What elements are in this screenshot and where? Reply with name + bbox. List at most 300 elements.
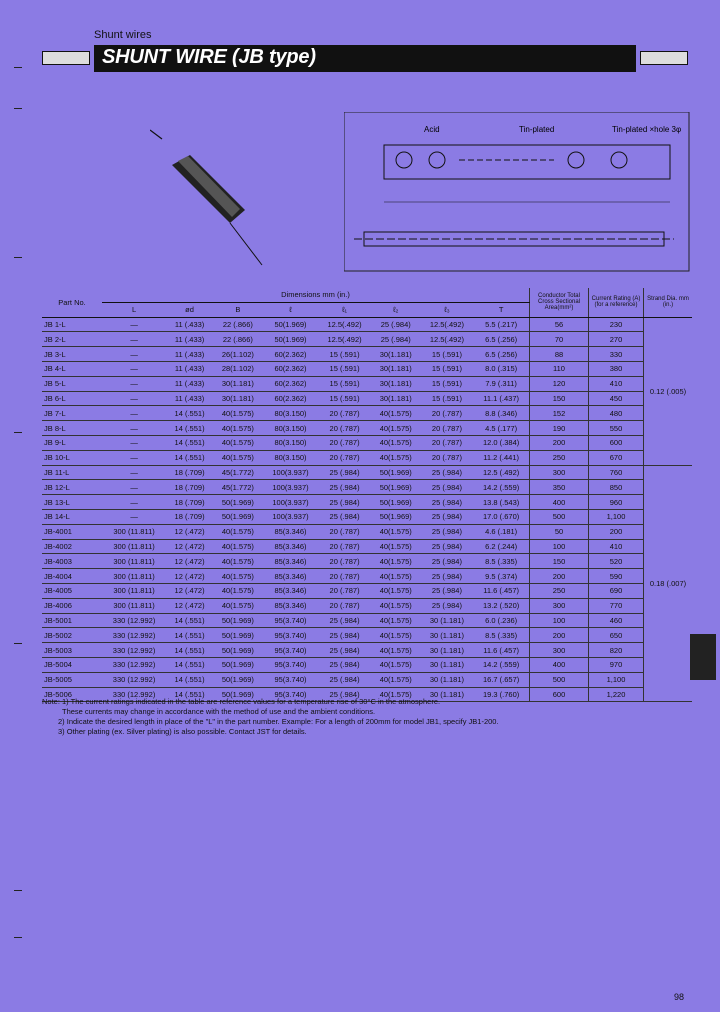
table-cell: 300 <box>530 643 589 658</box>
table-row <box>42 450 692 465</box>
table-cell: 40(1.575) <box>213 554 263 569</box>
table-cell: 14 (.551) <box>166 421 213 436</box>
table-cell: 18 (.709) <box>166 480 213 495</box>
table-cell: 15 (.591) <box>421 376 474 391</box>
table-cell: JB 8-L <box>42 421 102 436</box>
table-cell: 8.8 (.346) <box>473 406 529 421</box>
table-cell: 30 (1.181) <box>421 628 474 643</box>
table-cell: 8.5 (.335) <box>473 628 529 643</box>
table-cell: — <box>102 450 166 465</box>
table-cell: 25 (.984) <box>318 613 371 628</box>
table-cell: 19.3 (.760) <box>473 687 529 702</box>
shunt-wire-illustration <box>150 125 270 270</box>
table-cell: 690 <box>589 583 644 598</box>
margin-mark <box>14 890 22 891</box>
table-cell: 50(1.969) <box>213 687 263 702</box>
table-cell: 95(3.740) <box>263 657 319 672</box>
table-cell: 40(1.575) <box>371 554 421 569</box>
table-cell: 50(1.969) <box>263 332 319 347</box>
table-cell: 270 <box>589 332 644 347</box>
table-cell: 970 <box>589 657 644 672</box>
table-cell: 40(1.575) <box>371 657 421 672</box>
table-cell: 56 <box>530 317 589 332</box>
dimension-column-header: L <box>102 302 166 317</box>
tin-plated-label: Tin-plated <box>519 125 555 134</box>
header-area: Conductor Total Cross Sectional Area(mm²) <box>530 288 589 317</box>
table-cell: 670 <box>589 450 644 465</box>
table-cell: 11.2 (.441) <box>473 450 529 465</box>
acid-label: Acid <box>424 125 440 134</box>
table-cell: 13.2 (.520) <box>473 598 529 613</box>
table-cell: 40(1.575) <box>371 598 421 613</box>
table-cell: 330 (12.992) <box>102 613 166 628</box>
table-cell: 80(3.150) <box>263 406 319 421</box>
table-cell: 4.6 (.181) <box>473 524 529 539</box>
table-cell: 25 (.984) <box>421 480 474 495</box>
table-cell: 18 (.709) <box>166 495 213 510</box>
table-row <box>42 347 692 362</box>
table-cell: 40(1.575) <box>371 435 421 450</box>
table-cell: 50(1.969) <box>371 509 421 524</box>
table-cell: 450 <box>589 391 644 406</box>
table-cell: — <box>102 391 166 406</box>
table-cell: 40(1.575) <box>213 583 263 598</box>
dimension-column-header: ℓ₃ <box>421 302 474 317</box>
table-cell: 20 (.787) <box>318 569 371 584</box>
table-cell: 200 <box>530 628 589 643</box>
table-cell: 50 <box>530 524 589 539</box>
dimension-column-header: B <box>213 302 263 317</box>
table-cell: JB-5003 <box>42 643 102 658</box>
table-cell: 30(1.181) <box>371 347 421 362</box>
table-cell: 14 (.551) <box>166 628 213 643</box>
table-cell: 40(1.575) <box>371 672 421 687</box>
table-cell: JB 9-L <box>42 435 102 450</box>
table-cell: 50(1.969) <box>213 643 263 658</box>
table-cell: 100(3.937) <box>263 480 319 495</box>
table-row <box>42 569 692 584</box>
table-cell: 50(1.969) <box>213 628 263 643</box>
table-cell: 14 (.551) <box>166 450 213 465</box>
table-cell: 25 (.984) <box>318 480 371 495</box>
table-cell: 25 (.984) <box>371 332 421 347</box>
table-cell: JB-5001 <box>42 613 102 628</box>
table-cell: JB 12-L <box>42 480 102 495</box>
table-cell: 460 <box>589 613 644 628</box>
table-cell: 25 (.984) <box>421 495 474 510</box>
table-cell: 300 (11.811) <box>102 569 166 584</box>
table-cell: 20 (.787) <box>318 598 371 613</box>
table-cell: 25 (.984) <box>318 509 371 524</box>
table-cell: 18 (.709) <box>166 509 213 524</box>
table-cell: 25 (.984) <box>421 465 474 480</box>
table-cell: 40(1.575) <box>213 450 263 465</box>
table-cell: 12 (.472) <box>166 539 213 554</box>
dimension-column-header: ℓ₁ <box>318 302 371 317</box>
table-cell: 14 (.551) <box>166 687 213 702</box>
table-cell: 1,100 <box>589 672 644 687</box>
table-cell: 11 (.433) <box>166 332 213 347</box>
table-cell: JB 4-L <box>42 361 102 376</box>
table-cell: 770 <box>589 598 644 613</box>
table-cell: JB-4004 <box>42 569 102 584</box>
table-cell: 15 (.591) <box>318 361 371 376</box>
table-cell: 40(1.575) <box>213 524 263 539</box>
technical-drawing <box>344 112 690 272</box>
header-rating: Current Rating (A) (for a reference) <box>589 288 644 317</box>
notes <box>42 697 499 737</box>
table-cell: 80(3.150) <box>263 435 319 450</box>
table-cell: 100(3.937) <box>263 509 319 524</box>
table-row <box>42 509 692 524</box>
table-cell: 20 (.787) <box>318 524 371 539</box>
table-cell: JB 5-L <box>42 376 102 391</box>
table-cell: 30(1.181) <box>213 391 263 406</box>
table-cell: — <box>102 435 166 450</box>
table-cell: 150 <box>530 391 589 406</box>
strand-diameter-cell: 0.18 (.007) <box>644 465 693 702</box>
table-cell: 20 (.787) <box>318 435 371 450</box>
table-cell: 12.5(.492) <box>421 332 474 347</box>
table-cell: 85(3.346) <box>263 583 319 598</box>
table-cell: — <box>102 332 166 347</box>
table-cell: 14 (.551) <box>166 613 213 628</box>
table-cell: 85(3.346) <box>263 569 319 584</box>
table-cell: 22 (.866) <box>213 332 263 347</box>
table-cell: 330 (12.992) <box>102 657 166 672</box>
table-cell: 40(1.575) <box>371 539 421 554</box>
table-cell: 60(2.362) <box>263 391 319 406</box>
table-cell: 14.2 (.559) <box>473 657 529 672</box>
table-cell: 40(1.575) <box>371 450 421 465</box>
table-cell: 95(3.740) <box>263 643 319 658</box>
table-cell: — <box>102 421 166 436</box>
note-line: 2) Indicate the desired length in place of the "L" in the part number. Example: For a length of 200mm for model JB1, specify JB1-200. <box>58 717 499 726</box>
table-cell: 40(1.575) <box>213 598 263 613</box>
table-cell: 5.5 (.217) <box>473 317 529 332</box>
table-cell: 15 (.591) <box>421 347 474 362</box>
table-cell: 6.5 (.256) <box>473 332 529 347</box>
margin-mark <box>14 432 22 433</box>
table-cell: — <box>102 376 166 391</box>
table-cell: 250 <box>530 583 589 598</box>
table-cell: 150 <box>530 554 589 569</box>
table-cell: 15 (.591) <box>318 391 371 406</box>
table-cell: — <box>102 495 166 510</box>
table-cell: 200 <box>589 524 644 539</box>
table-cell: JB-4006 <box>42 598 102 613</box>
table-cell: 300 (11.811) <box>102 539 166 554</box>
header-dimensions: Dimensions mm (in.) <box>102 288 530 302</box>
table-cell: 300 (11.811) <box>102 598 166 613</box>
table-cell: 40(1.575) <box>371 643 421 658</box>
table-cell: 80(3.150) <box>263 450 319 465</box>
table-cell: 190 <box>530 421 589 436</box>
table-cell: JB 14-L <box>42 509 102 524</box>
table-cell: 50(1.969) <box>371 465 421 480</box>
table-cell: 25 (.984) <box>421 569 474 584</box>
table-cell: 960 <box>589 495 644 510</box>
table-cell: 12.5(.492) <box>421 317 474 332</box>
hole-label: Tin-plated ×hole 3φ <box>612 125 682 134</box>
table-cell: 25 (.984) <box>421 554 474 569</box>
specifications-table <box>42 288 692 702</box>
table-cell: 12.0 (.384) <box>473 435 529 450</box>
table-cell: 20 (.787) <box>421 435 474 450</box>
table-cell: 50(1.969) <box>213 495 263 510</box>
table-cell: 380 <box>589 361 644 376</box>
table-cell: 20 (.787) <box>318 539 371 554</box>
table-cell: 350 <box>530 480 589 495</box>
table-cell: 480 <box>589 406 644 421</box>
table-cell: 15 (.591) <box>421 391 474 406</box>
table-cell: 40(1.575) <box>371 687 421 702</box>
table-cell: 8.0 (.315) <box>473 361 529 376</box>
table-cell: 30 (1.181) <box>421 672 474 687</box>
table-cell: 20 (.787) <box>421 421 474 436</box>
table-cell: 25 (.984) <box>318 628 371 643</box>
table-cell: 110 <box>530 361 589 376</box>
table-cell: 12 (.472) <box>166 598 213 613</box>
table-cell: 200 <box>530 435 589 450</box>
table-cell: 15 (.591) <box>421 361 474 376</box>
table-row <box>42 613 692 628</box>
table-cell: 11.1 (.437) <box>473 391 529 406</box>
table-cell: 120 <box>530 376 589 391</box>
table-cell: 40(1.575) <box>371 406 421 421</box>
table-cell: 20 (.787) <box>318 583 371 598</box>
table-cell: 50(1.969) <box>213 509 263 524</box>
table-cell: — <box>102 509 166 524</box>
strand-diameter-cell: 0.12 (.005) <box>644 317 693 465</box>
page-title: SHUNT WIRE (JB type) <box>102 46 316 68</box>
table-row <box>42 391 692 406</box>
table-cell: 40(1.575) <box>213 435 263 450</box>
table-row <box>42 554 692 569</box>
table-cell: 60(2.362) <box>263 376 319 391</box>
table-cell: JB-4001 <box>42 524 102 539</box>
table-cell: 300 <box>530 598 589 613</box>
table-cell: 520 <box>589 554 644 569</box>
table-row <box>42 598 692 613</box>
table-cell: 300 <box>530 465 589 480</box>
table-cell: 25 (.984) <box>318 687 371 702</box>
table-cell: 11 (.433) <box>166 361 213 376</box>
right-badge <box>640 51 688 65</box>
table-cell: 250 <box>530 450 589 465</box>
table-cell: 100 <box>530 613 589 628</box>
table-cell: JB-5006 <box>42 687 102 702</box>
table-cell: 20 (.787) <box>421 406 474 421</box>
margin-mark <box>14 937 22 938</box>
table-cell: 30(1.181) <box>371 391 421 406</box>
table-cell: 590 <box>589 569 644 584</box>
table-cell: 7.9 (.311) <box>473 376 529 391</box>
table-row <box>42 376 692 391</box>
table-cell: 30(1.181) <box>371 376 421 391</box>
table-row <box>42 421 692 436</box>
table-cell: 17.0 (.670) <box>473 509 529 524</box>
table-cell: 85(3.346) <box>263 524 319 539</box>
table-cell: 200 <box>530 569 589 584</box>
table-cell: 20 (.787) <box>318 421 371 436</box>
table-cell: 40(1.575) <box>213 539 263 554</box>
table-cell: 18 (.709) <box>166 465 213 480</box>
dimension-column-header: ℓ <box>263 302 319 317</box>
table-row <box>42 628 692 643</box>
table-cell: JB 2-L <box>42 332 102 347</box>
table-cell: 12.5 (.492) <box>473 465 529 480</box>
margin-mark <box>14 67 22 68</box>
table-cell: 50(1.969) <box>263 317 319 332</box>
table-cell: 85(3.346) <box>263 539 319 554</box>
table-cell: 95(3.740) <box>263 687 319 702</box>
table-cell: 50(1.969) <box>213 657 263 672</box>
table-cell: 25 (.984) <box>371 317 421 332</box>
table-row <box>42 524 692 539</box>
table-row <box>42 539 692 554</box>
table-cell: 85(3.346) <box>263 598 319 613</box>
table-cell: 500 <box>530 509 589 524</box>
table-cell: 550 <box>589 421 644 436</box>
table-cell: JB 3-L <box>42 347 102 362</box>
table-cell: 1,220 <box>589 687 644 702</box>
table-cell: JB 13-L <box>42 495 102 510</box>
table-cell: 11.6 (.457) <box>473 643 529 658</box>
table-cell: 15 (.591) <box>318 376 371 391</box>
table-cell: 25 (.984) <box>318 657 371 672</box>
table-cell: JB-4005 <box>42 583 102 598</box>
table-cell: 300 (11.811) <box>102 554 166 569</box>
table-cell: JB 1-L <box>42 317 102 332</box>
table-cell: JB 6-L <box>42 391 102 406</box>
table-cell: 20 (.787) <box>318 450 371 465</box>
table-cell: — <box>102 406 166 421</box>
table-cell: 25 (.984) <box>421 583 474 598</box>
table-row <box>42 672 692 687</box>
dimension-column-header: ød <box>166 302 213 317</box>
table-cell: 60(2.362) <box>263 347 319 362</box>
table-cell: 100 <box>530 539 589 554</box>
table-cell: 30 (1.181) <box>421 643 474 658</box>
table-cell: 40(1.575) <box>371 613 421 628</box>
table-cell: 40(1.575) <box>371 628 421 643</box>
table-cell: 20 (.787) <box>318 554 371 569</box>
table-cell: 330 (12.992) <box>102 643 166 658</box>
table-cell: 6.5 (.256) <box>473 347 529 362</box>
table-cell: — <box>102 465 166 480</box>
section-label: Shunt wires <box>94 29 152 41</box>
table-cell: 6.0 (.236) <box>473 613 529 628</box>
table-cell: 85(3.346) <box>263 554 319 569</box>
table-cell: JB 11-L <box>42 465 102 480</box>
table-cell: 40(1.575) <box>371 583 421 598</box>
table-cell: 410 <box>589 376 644 391</box>
table-cell: JB-5004 <box>42 657 102 672</box>
table-cell: 95(3.740) <box>263 628 319 643</box>
table-cell: 600 <box>530 687 589 702</box>
table-cell: — <box>102 480 166 495</box>
table-cell: 330 (12.992) <box>102 672 166 687</box>
table-cell: 50(1.969) <box>371 480 421 495</box>
table-cell: 25 (.984) <box>421 509 474 524</box>
table-cell: 11 (.433) <box>166 347 213 362</box>
dimension-column-header: T <box>473 302 529 317</box>
table-cell: 500 <box>530 672 589 687</box>
table-cell: 12 (.472) <box>166 569 213 584</box>
table-cell: 30(1.181) <box>213 376 263 391</box>
table-cell: 14.2 (.559) <box>473 480 529 495</box>
table-cell: 11 (.433) <box>166 317 213 332</box>
table-cell: 50(1.969) <box>213 672 263 687</box>
table-cell: 330 (12.992) <box>102 628 166 643</box>
table-row <box>42 495 692 510</box>
table-cell: 14 (.551) <box>166 435 213 450</box>
table-cell: JB-4003 <box>42 554 102 569</box>
table-cell: 95(3.740) <box>263 613 319 628</box>
table-cell: 22 (.866) <box>213 317 263 332</box>
table-cell: 15 (.591) <box>318 347 371 362</box>
table-cell: JB-5002 <box>42 628 102 643</box>
table-cell: 820 <box>589 643 644 658</box>
margin-mark <box>14 643 22 644</box>
table-row <box>42 332 692 347</box>
table-cell: 16.7 (.657) <box>473 672 529 687</box>
table-cell: JB 7-L <box>42 406 102 421</box>
table-cell: 14 (.551) <box>166 406 213 421</box>
page-number: 98 <box>674 992 685 1002</box>
table-cell: 300 (11.811) <box>102 524 166 539</box>
left-badge <box>42 51 90 65</box>
table-cell: 40(1.575) <box>371 569 421 584</box>
table-cell: 25 (.984) <box>318 643 371 658</box>
table-cell: 28(1.102) <box>213 361 263 376</box>
table-cell: 40(1.575) <box>213 569 263 584</box>
table-row <box>42 361 692 376</box>
table-cell: 40(1.575) <box>213 421 263 436</box>
table-cell: 45(1.772) <box>213 465 263 480</box>
table-cell: — <box>102 347 166 362</box>
table-cell: 13.8 (.543) <box>473 495 529 510</box>
table-cell: 11.6 (.457) <box>473 583 529 598</box>
table-cell: 25 (.984) <box>421 539 474 554</box>
table-cell: 40(1.575) <box>213 406 263 421</box>
table-cell: 88 <box>530 347 589 362</box>
table-cell: 12 (.472) <box>166 524 213 539</box>
table-cell: 4.5 (.177) <box>473 421 529 436</box>
table-cell: 40(1.575) <box>371 524 421 539</box>
table-row <box>42 435 692 450</box>
table-cell: 152 <box>530 406 589 421</box>
side-tab <box>690 634 716 680</box>
table-row <box>42 583 692 598</box>
table-cell: 14 (.551) <box>166 672 213 687</box>
table-cell: 25 (.984) <box>421 524 474 539</box>
table-cell: 25 (.984) <box>421 598 474 613</box>
table-cell: 650 <box>589 628 644 643</box>
table-cell: 25 (.984) <box>318 672 371 687</box>
table-cell: 30 (1.181) <box>421 687 474 702</box>
table-cell: 100(3.937) <box>263 465 319 480</box>
table-row <box>42 406 692 421</box>
table-cell: 330 (12.992) <box>102 687 166 702</box>
table-cell: 25 (.984) <box>318 495 371 510</box>
table-cell: 6.2 (.244) <box>473 539 529 554</box>
table-cell: 60(2.362) <box>263 361 319 376</box>
table-cell: 400 <box>530 657 589 672</box>
table-cell: 12.5(.492) <box>318 332 371 347</box>
table-cell: 11 (.433) <box>166 376 213 391</box>
